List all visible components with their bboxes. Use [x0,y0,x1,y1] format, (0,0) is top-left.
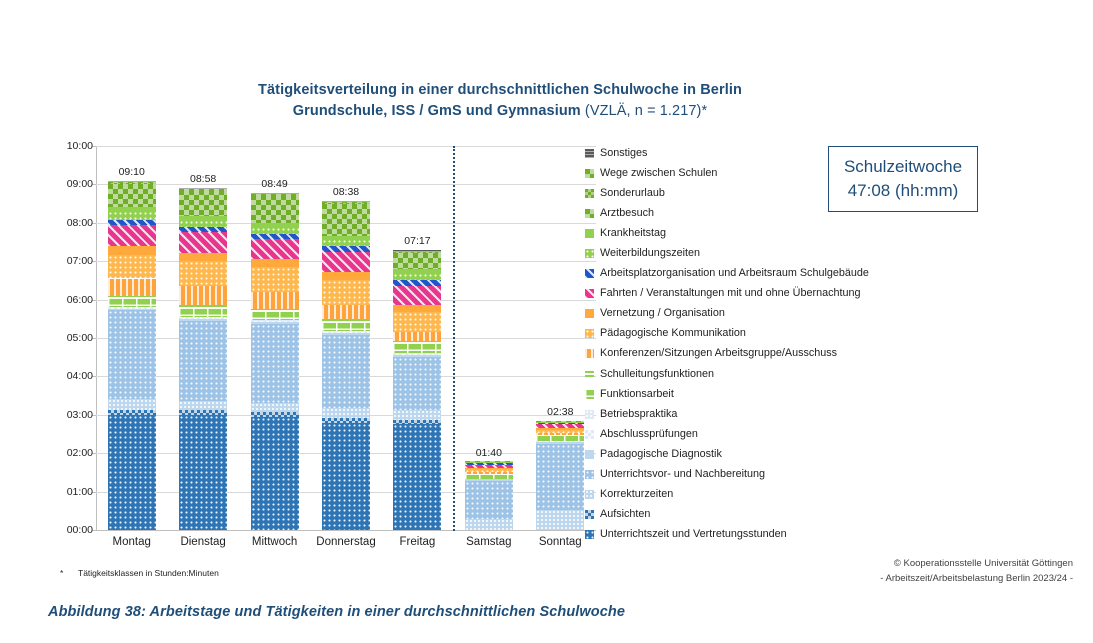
legend-label: Abschlussprüfungen [600,427,698,440]
legend-swatch-icon [585,289,594,298]
bar-segment [465,479,513,480]
legend-swatch-icon [585,410,594,419]
bar-segment [108,415,156,530]
legend-label: Arztbesuch [600,206,655,219]
chart-title-line-2 [150,101,850,122]
bar-segment [322,246,370,252]
bar-freitag[interactable] [393,250,441,530]
bar-total-label: 01:40 [475,446,502,459]
legend-label: Funktionsarbeit [600,387,674,400]
legend-label: Konferenzen/Sitzungen Arbeitsgruppe/Ausschuss [600,347,838,360]
legend-swatch-icon [585,430,594,439]
bar-segment [179,216,227,220]
legend-label: Unterrichtsvor- und Nachbereitung [600,468,766,481]
legend-item[interactable] [585,505,985,525]
bar-segment [108,309,156,311]
bar-segment [393,355,441,357]
schulzeitwoche-callout [828,146,978,212]
bar-segment [179,321,227,401]
legend-item[interactable] [585,444,985,464]
bar-segment [322,239,370,245]
footnote [60,568,219,578]
copyright-line-1: © Kooperationsstelle Universität Göttingen [893,558,1073,569]
bar-segment [108,207,156,211]
legend-label: Arbeitsplatzorganisation und Arbeitsraum Schulgebäude [600,267,869,280]
bar-total-label: 02:38 [547,406,574,419]
bar-segment [108,220,156,225]
bar-segment [536,428,584,429]
bar-segment [108,410,156,415]
legend-swatch-icon [585,229,594,238]
bar-segment [322,319,370,322]
bar-segment [251,195,299,223]
bar-segment [179,318,227,319]
bar-segment [108,279,156,296]
y-axis-tick-label: 03:00 [66,408,93,421]
bar-segment [108,184,156,208]
legend-swatch-icon [585,169,594,178]
bar-segment [179,410,227,415]
bar-mittwoch[interactable] [251,193,299,530]
legend-swatch-icon [585,209,594,218]
legend-label: Weiterbildungszeiten [600,247,701,260]
weekday-weekend-separator [453,146,455,531]
bar-segment [393,253,441,269]
bar-segment [179,401,227,411]
legend-swatch-icon [585,269,594,278]
x-axis-line [96,530,596,531]
y-axis-tick-label: 06:00 [66,293,93,306]
bar-segment [322,252,370,272]
legend-label: Betriebspraktika [600,407,678,420]
bar-segment [251,417,299,530]
x-axis-label-freitag: Freitag [399,536,436,548]
bar-segment [536,436,584,440]
bar-segment [322,236,370,240]
y-axis-tick-label: 10:00 [66,140,93,152]
bar-segment [393,305,441,313]
x-axis-label-samstag: Samstag [466,536,512,548]
legend-label: Wege zwischen Schulen [600,166,718,179]
bar-segment [393,344,441,353]
bar-segment [179,319,227,321]
bar-segment [536,430,584,433]
bar-segment [465,474,513,475]
bar-segment [465,481,513,519]
bar-segment [108,211,156,219]
copyright-block [880,556,1073,586]
bar-segment [251,321,299,322]
bar-segment [108,307,156,308]
x-axis-label-donnerstag: Donnerstag [316,536,376,548]
legend-item[interactable] [585,264,985,284]
plot-area [66,140,596,548]
bar-segment [536,424,584,428]
copyright-line-2: - Arbeitszeit/Arbeitsbelastung Berlin 2023/24 - [880,573,1073,584]
legend-swatch-icon [585,370,594,379]
legend-item[interactable] [585,284,985,304]
bar-segment [322,332,370,333]
bar-segment [179,253,227,261]
bar-segment [322,408,370,418]
figure-caption: Abbildung 38: Arbeitstage und Tätigkeiten in einer durchschnittlichen Schulwoche [48,604,626,620]
chart-title-line-2-bold: Grundschule, ISS / GmS und Gymnasium [292,103,585,119]
bar-segment [179,305,227,308]
legend-item[interactable] [585,404,985,424]
legend-item[interactable] [585,324,985,344]
legend-swatch-icon [585,309,594,318]
legend-label: Fahrten / Veranstaltungen mit und ohne Übernachtung [600,287,861,300]
legend-item[interactable] [585,525,985,545]
bar-segment [393,420,441,424]
bar-segment [465,472,513,474]
bar-segment [179,232,227,252]
bar-segment [393,424,441,530]
legend-swatch-icon [585,249,594,258]
bar-segment [393,312,441,332]
x-axis-label-sonntag: Sonntag [538,536,582,548]
legend-swatch-icon [585,530,594,539]
bar-total-label: 09:10 [118,166,145,179]
bar-segment [322,323,370,331]
bar-segment [322,204,370,236]
bar-segment [251,322,299,324]
bar-segment [465,475,513,478]
bar-segment [108,225,156,247]
bar-segment [322,305,370,320]
bar-segment [536,510,584,530]
legend-swatch-icon [585,149,594,158]
legend-item[interactable] [585,424,985,444]
bar-segment [393,269,441,273]
legend-item[interactable] [585,243,985,263]
bar-dienstag[interactable] [179,188,227,530]
bar-samstag[interactable] [465,462,513,530]
bar-segment [251,227,299,234]
legend-item[interactable] [585,344,985,364]
footnote-text: Tätigkeitsklassen in Stunden:Minuten [78,568,219,578]
bar-segment [322,280,370,304]
bar-segment [322,418,370,423]
legend-item[interactable] [585,223,985,243]
y-axis-tick-label: 07:00 [66,255,93,268]
bar-segment [179,286,227,306]
bar-segment [179,190,227,216]
bar-segment [393,280,441,286]
bar-segment [251,312,299,320]
bar-segment [179,261,227,285]
bar-segment [465,519,513,530]
bar-segment [536,421,584,422]
bar-segment [393,357,441,409]
bar-segment [393,250,441,251]
legend-swatch-icon [585,450,594,459]
bar-segment [465,469,513,472]
bar-segment [536,444,584,511]
bar-segment [536,442,584,444]
bar-segment [251,193,299,194]
legend-item[interactable] [585,304,985,324]
bar-segment [108,181,156,182]
bar-segment [465,465,513,468]
legend-label: Unterrichtszeit und Vertretungsstunden [600,528,787,541]
bar-segment [536,433,584,435]
chart-title [150,80,850,122]
legend-label: Krankheitstag [600,226,667,239]
bar-segment [251,239,299,258]
legend-label: Sonderurlaub [600,186,665,199]
bar-segment [251,309,299,312]
y-axis-tick-label: 09:00 [66,178,93,191]
bar-segment [393,286,441,305]
bar-segment [322,333,370,335]
legend-swatch-icon [585,470,594,479]
bar-segment [179,227,227,233]
bar-segment [465,463,513,464]
gridline [96,146,596,147]
bar-segment [251,267,299,292]
bar-segment [179,220,227,227]
legend-label: Korrekturzeiten [600,488,674,501]
legend-item[interactable] [585,384,985,404]
bar-segment [465,461,513,462]
bar-total-label: 07:17 [404,235,431,248]
bar-segment [393,273,441,281]
legend-swatch-icon [585,329,594,338]
y-axis-tick-label: 00:00 [66,524,93,536]
y-axis-tick-label: 04:00 [66,370,93,383]
legend-label: Sonstiges [600,146,648,159]
x-axis-label-mittwoch: Mittwoch [251,536,298,548]
bar-total-label: 08:58 [190,172,217,185]
bar-segment [393,341,441,344]
footnote-star: * [60,568,64,578]
bar-total-label: 08:38 [332,186,360,199]
bar-sonntag[interactable] [536,421,584,530]
bar-segment [251,324,299,403]
legend-swatch-icon [585,349,594,358]
bar-segment [251,259,299,267]
bar-segment [393,354,441,355]
bar-segment [536,423,584,425]
legend-item[interactable] [585,485,985,505]
bar-segment [536,435,584,437]
bar-segment [108,296,156,299]
bar-segment [465,468,513,469]
legend-label: Schulleitungsfunktionen [600,367,715,380]
x-axis-label-montag: Montag [112,536,151,548]
y-axis-tick-label: 02:00 [66,447,93,460]
bar-segment [179,188,227,189]
bar-segment [251,234,299,240]
callout-line-1: Schulzeitwoche [843,157,963,176]
bar-segment [108,310,156,399]
bar-segment [179,309,227,317]
bar-segment [251,403,299,413]
y-axis-tick-label: 05:00 [66,332,93,344]
bar-segment [322,423,370,530]
legend-label: Aufsichten [600,508,651,521]
bar-segment [322,201,370,202]
bar-segment [179,415,227,530]
bar-montag[interactable] [108,181,156,530]
bar-segment [108,399,156,409]
legend-label: Vernetzung / Organisation [600,307,725,320]
x-axis-label-dienstag: Dienstag [180,536,226,548]
bar-segment [108,246,156,254]
bar-segment [251,412,299,417]
callout-line-2: 47:08 (hh:mm) [847,181,959,200]
bar-segment [322,335,370,409]
legend-swatch-icon [585,510,594,519]
y-axis-tick-label: 08:00 [66,216,93,229]
bar-total-label: 08:49 [261,177,288,190]
bar-segment [393,332,441,341]
chart-title-line-2-note: (VZLÄ, n = 1.217)* [584,103,708,119]
bar-segment [251,292,299,309]
bar-segment [322,272,370,280]
chart-title-line-1: Tätigkeitsverteilung in einer durchschnittlichen Schulwoche in Berlin [258,82,742,98]
y-axis-tick-label: 01:00 [66,485,93,498]
legend-item[interactable] [585,364,985,384]
bar-segment [251,223,299,227]
bar-donnerstag[interactable] [322,201,370,530]
legend-swatch-icon [585,490,594,499]
legend-label: Pädagogische Kommunikation [600,327,746,340]
bar-segment [108,255,156,279]
bar-segment [393,410,441,420]
legend-swatch-icon [585,189,594,198]
legend-item[interactable] [585,465,985,485]
legend-swatch-icon [585,390,594,399]
legend-label: Padagogische Diagnostik [600,447,722,460]
bar-segment [108,299,156,307]
